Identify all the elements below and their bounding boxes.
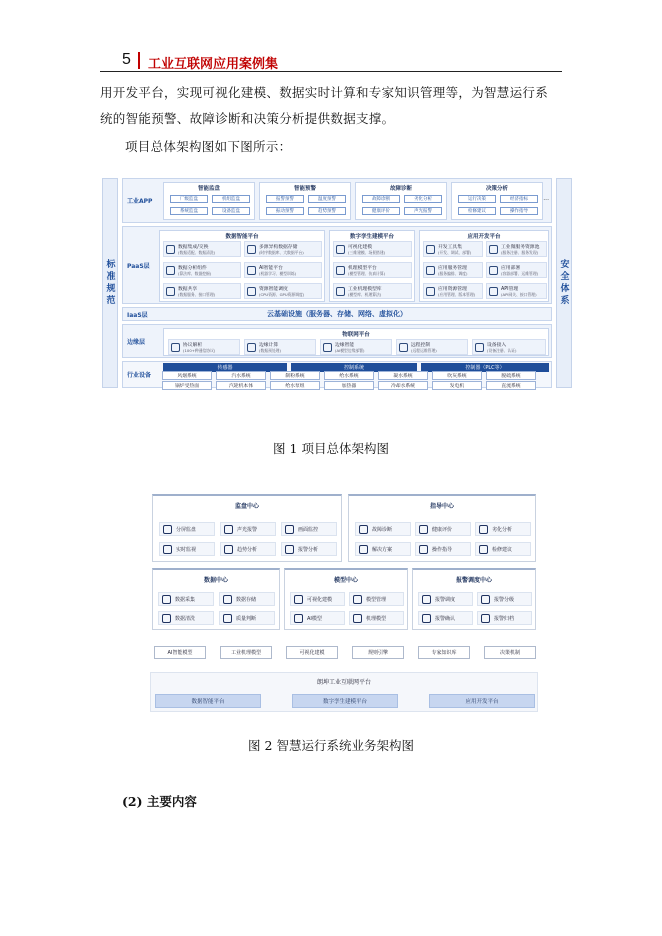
maintenance-icon [479, 545, 488, 554]
paas-item: 开发工具集 (开发、调试、部署) [423, 241, 483, 257]
app-group [163, 182, 255, 220]
panel-title: 指导中心 [429, 503, 454, 510]
compute-icon [247, 343, 256, 352]
paas-item: 应用服务管理 (服务编排、调度) [423, 262, 483, 278]
app-group [451, 182, 543, 220]
paas-item: 数据集成/交换 (数据适配、数据清洗) [163, 241, 241, 257]
section-heading: (2) 主要内容 [122, 794, 197, 809]
header-divider [138, 52, 140, 69]
paas-group-title: 应用开发平台 [467, 234, 501, 240]
health-icon [419, 525, 428, 534]
paas-item: 数据分析组件 (算法库、数据挖掘) [163, 262, 241, 278]
app-chip: 操作指导 [500, 207, 538, 215]
platform-title: 朗坤工业互联网平台 [316, 679, 371, 686]
control-system-bar: 控制系统 [291, 363, 417, 372]
device-cell: 给水泵组 [270, 381, 320, 390]
guidance-center-panel [348, 494, 536, 562]
figure-2-business-architecture [150, 492, 538, 722]
platform-block [150, 672, 538, 712]
security-column: 安全体系 [556, 178, 572, 388]
panel-item: 健康评价 [415, 522, 471, 536]
device-cell: 汽水系统 [216, 371, 266, 380]
app-chip: 经济指标 [500, 195, 538, 203]
panel-item: 故障诊断 [355, 522, 411, 536]
cube-icon [294, 614, 303, 623]
panel-item: 报警归档 [477, 611, 532, 625]
edge-layer [122, 324, 552, 358]
app-more: ... [543, 195, 549, 202]
microservice-icon [489, 245, 498, 254]
panel-item: 画面监控 [281, 522, 337, 536]
page-number: 5 [122, 51, 131, 68]
paas-item: API管理 (API网关、接口管理) [486, 283, 547, 299]
iaas-text: 云基础设施（服务器、存储、网络、虚拟化） [267, 310, 407, 318]
paas-item: 可视化建模 (三维建模、场景搭建) [333, 241, 412, 257]
app-chip: 报警预警 [266, 195, 304, 203]
device-cell: 冷却水系统 [378, 381, 428, 390]
collect-icon [162, 595, 171, 604]
app-group-title: 决策分析 [485, 186, 508, 192]
paas-group [329, 230, 415, 302]
panel-item: 实时监视 [159, 542, 215, 556]
visual-model-icon [294, 595, 303, 604]
device-cell: 锅炉受热面 [162, 381, 212, 390]
panel-item: 趋势分析 [220, 542, 276, 556]
plc-bar: 控制器（PLC等） [421, 363, 549, 372]
panel-item: 报警调度 [418, 592, 473, 606]
panel-item: 模型管理 [349, 592, 404, 606]
panel-item: 操作指导 [415, 542, 471, 556]
running-title: 工业互联网应用案例集 [148, 57, 279, 72]
app-chip: 振动预警 [266, 207, 304, 215]
app-group-title: 智能预警 [293, 186, 316, 192]
panel-item: 劣化分析 [475, 522, 531, 536]
device-layer-label: 行业设备 [127, 372, 152, 379]
app-chip: 系统监盘 [170, 207, 208, 215]
paas-layer [122, 226, 552, 304]
figure-1-architecture [100, 176, 574, 390]
panel-item: 数据清洗 [158, 611, 214, 625]
paas-group-title: 数据智能平台 [225, 234, 259, 240]
panel-item: 数据存储 [219, 592, 275, 606]
device-cell: 凝水系统 [378, 371, 428, 380]
app-chip: 设备监盘 [212, 207, 250, 215]
figure-1-caption: 图 1 项目总体架构图 [273, 441, 389, 456]
monitor-center-panel [152, 494, 342, 562]
app-chip: 厂级监盘 [170, 195, 208, 203]
hierarchy-icon [481, 595, 490, 604]
protocol-icon [171, 343, 180, 352]
iot-platform-title: 物联网平台 [342, 332, 370, 338]
iaas-layer-label: IaaS层 [127, 311, 148, 319]
archive-icon [481, 614, 490, 623]
capability-box: 规则引擎 [352, 646, 404, 659]
device-access-icon [475, 343, 484, 352]
app-group-title: 故障诊断 [389, 186, 412, 192]
device-cell: 加热器 [324, 381, 374, 390]
device-cell: 风烟系统 [162, 371, 212, 380]
screen-icon [285, 525, 294, 534]
paas-item: 工业机理模型库 (模型库、机理算法) [333, 283, 412, 299]
capability-box: 可视化建模 [286, 646, 338, 659]
capability-box: 专家知识库 [418, 646, 470, 659]
storage-icon [247, 245, 256, 254]
ai-icon [247, 266, 256, 275]
panel-title: 数据中心 [203, 577, 228, 584]
sensor-bar: 传感器 [163, 363, 287, 372]
app-layer-label: 工业APP [127, 198, 153, 205]
paragraph-line-3: 项目总体架构图如下图所示： [125, 139, 292, 154]
paas-item: 多源异构数据存储 (时序数据库、大数据平台) [244, 241, 322, 257]
iot-platform [163, 328, 549, 356]
clean-icon [162, 614, 171, 623]
app-chip: 机组监盘 [212, 195, 250, 203]
panel-item: 报警确认 [418, 611, 473, 625]
paas-item: 应用资源管理 (应用管理、版本管理) [423, 283, 483, 299]
platform-module: 数字孪生建模平台 [292, 694, 398, 708]
app-group [355, 182, 447, 220]
edge-item: 边缘计算 (数据预处理) [244, 339, 316, 355]
edge-item: 设备接入 (设备注册、认证) [472, 339, 546, 355]
panel-item: 分屏监盘 [159, 522, 215, 536]
save-icon [223, 595, 232, 604]
capability-box: AI智能模型 [154, 646, 206, 659]
panel-title: 监盘中心 [234, 503, 259, 510]
tools-icon [426, 245, 435, 254]
confirm-icon [422, 614, 431, 623]
paas-item: 数据共享 (数据服务、接口管理) [163, 283, 241, 299]
stack-icon [353, 595, 362, 604]
capability-box: 工业机理模型 [220, 646, 272, 659]
edge-item: 远程控制 (远程运维管理) [396, 339, 468, 355]
edge-ai-icon [323, 343, 332, 352]
panel-item: 质量判断 [219, 611, 275, 625]
resource-icon [426, 287, 435, 296]
app-chip: 运行决策 [458, 195, 496, 203]
panel-item: 检修建议 [475, 542, 531, 556]
paas-group [159, 230, 325, 302]
panel-item: 报警分级 [477, 592, 532, 606]
device-cell: 给水系统 [324, 371, 374, 380]
panel-item: 报警分析 [281, 542, 337, 556]
device-cell: 发电机 [432, 381, 482, 390]
solution-icon [359, 545, 368, 554]
iaas-layer [122, 307, 552, 321]
analysis-icon [285, 545, 294, 554]
alarm-dispatch-center-panel [412, 568, 536, 630]
monitor-icon [163, 525, 172, 534]
running-header [100, 50, 562, 72]
remote-icon [399, 343, 408, 352]
deploy-icon [489, 266, 498, 275]
guide-icon [419, 545, 428, 554]
panel-item: 声光报警 [220, 522, 276, 536]
platform-module: 应用开发平台 [429, 694, 535, 708]
service-icon [426, 266, 435, 275]
app-group-title: 智能监盘 [197, 186, 220, 192]
panel-title: 模型中心 [333, 577, 358, 584]
app-group [259, 182, 351, 220]
library-icon [336, 287, 345, 296]
edge-item: 协议解析 (100+种通信协议) [168, 339, 240, 355]
device-cell: 直流系统 [486, 381, 536, 390]
device-cell: 脱硫系统 [486, 371, 536, 380]
panel-item: 机理模型 [349, 611, 404, 625]
app-chip: 健康评价 [362, 207, 400, 215]
device-grid [162, 360, 552, 390]
model-icon [336, 266, 345, 275]
api-icon [489, 287, 498, 296]
panel-item: 解决方案 [355, 542, 411, 556]
app-chip: 劣化分析 [404, 195, 442, 203]
figure-2-caption: 图 2 智慧运行系统业务架构图 [248, 738, 414, 753]
device-cell: 吹灰系统 [432, 371, 482, 380]
paas-item: 应用部署 (容器部署、运维管理) [486, 262, 547, 278]
mechanism-icon [353, 614, 362, 623]
cube-icon [336, 245, 345, 254]
chart-icon [166, 266, 175, 275]
globe-icon [163, 545, 172, 554]
device-cell: 汽轮机本体 [216, 381, 266, 390]
paas-group [419, 230, 549, 302]
trend-icon [224, 545, 233, 554]
standards-column: 标准规范 [102, 178, 118, 388]
app-layer [122, 178, 552, 223]
panel-item: AI模型 [290, 611, 345, 625]
layers-icon [247, 287, 256, 296]
share-icon [166, 287, 175, 296]
app-chip: 故障诊断 [362, 195, 400, 203]
degradation-icon [479, 525, 488, 534]
panel-title: 报警调度中心 [455, 577, 492, 584]
app-chip: 温度预警 [308, 195, 346, 203]
app-chip: 检修建议 [458, 207, 496, 215]
paas-group-title: 数字孪生建模平台 [349, 234, 394, 240]
paas-item: 机理模型平台 (模型管理、仿真计算) [333, 262, 412, 278]
paas-layer-label: PaaS层 [127, 262, 150, 270]
capability-box: 决策机制 [484, 646, 536, 659]
app-chip: 趋势预警 [308, 207, 346, 215]
dispatch-icon [422, 595, 431, 604]
paas-item: 工业微服务资源池 (服务注册、服务发现) [486, 241, 547, 257]
alarm-icon [224, 525, 233, 534]
panel-item: 可视化建模 [290, 592, 345, 606]
paas-item: AI智能平台 (机器学习、模型训练) [244, 262, 322, 278]
quality-icon [223, 614, 232, 623]
paas-item: 资源智能调度 (CPU资源、GPU资源调度) [244, 283, 322, 299]
device-cell: 制粉系统 [270, 371, 320, 380]
edge-layer-label: 边缘层 [127, 338, 146, 346]
panel-item: 数据采集 [158, 592, 214, 606]
database-icon [166, 245, 175, 254]
app-chip: 声光报警 [404, 207, 442, 215]
edge-item: 边缘智能 (AI模型边缘部署) [320, 339, 392, 355]
paragraph-line-1: 用开发平台，实现可视化建模、数据实时计算和专家知识管理等，为智慧运行系 [100, 85, 549, 100]
data-center-panel [152, 568, 280, 630]
platform-module: 数据智能平台 [155, 694, 261, 708]
model-center-panel [284, 568, 408, 630]
paragraph-line-2: 统的智能预警、故障诊断和决策分析提供数据支撑。 [100, 111, 395, 126]
diagnosis-icon [359, 525, 368, 534]
